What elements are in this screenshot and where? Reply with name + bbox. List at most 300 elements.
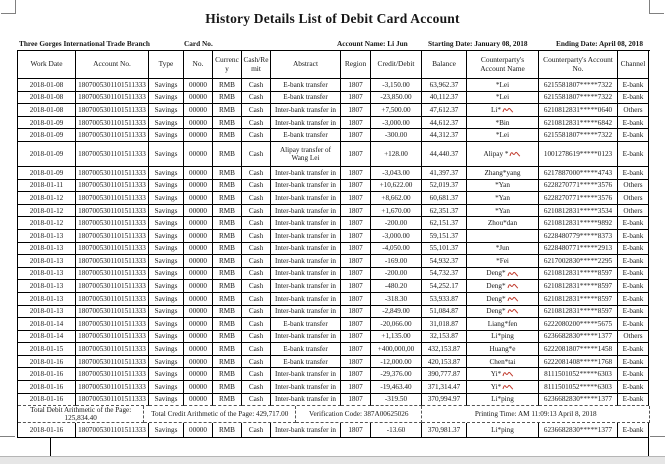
table-cell: 2018-01-14 xyxy=(18,318,76,331)
table-cell: 00000 xyxy=(184,306,213,319)
table-row xyxy=(18,217,650,230)
table-cell: Cash xyxy=(242,394,271,407)
table-row xyxy=(18,268,650,281)
table-cell: RMB xyxy=(213,381,242,394)
red-scribble-icon xyxy=(507,295,519,303)
table-body xyxy=(18,79,650,438)
table-row xyxy=(18,318,650,331)
table-cell: 1807 xyxy=(341,293,371,306)
table-row xyxy=(18,180,650,193)
table-cell: Savings xyxy=(149,331,184,344)
table-row xyxy=(18,280,650,293)
table-cell: 1807 xyxy=(341,318,371,331)
table-cell: Cash xyxy=(242,142,271,167)
table-cell: 2018-01-11 xyxy=(18,180,76,193)
column-header: Credit/Debit xyxy=(371,51,422,79)
table-cell: Others xyxy=(618,331,649,344)
counterparty-name-cell: Deng* xyxy=(467,306,539,319)
table-cell: 32,153.87 xyxy=(422,331,467,344)
table-cell: Savings xyxy=(149,255,184,268)
table-cell: Cash xyxy=(242,293,271,306)
table-cell: E-bank xyxy=(618,268,649,281)
counterparty-name-cell: Yi* xyxy=(467,381,539,394)
table-cell: 1807005301101511333 xyxy=(76,104,149,117)
table-row xyxy=(18,129,650,142)
table-cell: RMB xyxy=(213,92,242,105)
table-cell: 44,612.37 xyxy=(422,117,467,130)
column-header: Work Date xyxy=(18,51,76,79)
table-cell: Inter-bank transfer in xyxy=(271,280,341,293)
table-cell: 1807 xyxy=(341,343,371,356)
table-cell: Savings xyxy=(149,192,184,205)
table-cell: 1807 xyxy=(341,356,371,369)
table-cell: Savings xyxy=(149,230,184,243)
table-cell: Cash xyxy=(242,343,271,356)
table-cell: RMB xyxy=(213,394,242,407)
table-cell: RMB xyxy=(213,142,242,167)
table-cell: 371,314.47 xyxy=(422,381,467,394)
table-cell: 6210812831*****8597 xyxy=(539,268,618,281)
table-cell: RMB xyxy=(213,318,242,331)
table-cell: 00000 xyxy=(184,331,213,344)
column-header: Counterparty's Account Name xyxy=(467,51,539,79)
table-cell: RMB xyxy=(213,117,242,130)
table-cell: E-bank xyxy=(618,142,649,167)
counterparty-name-cell: Zhang*yang xyxy=(467,167,539,180)
table-cell: 00000 xyxy=(184,142,213,167)
table-cell: E-bank transfer xyxy=(271,343,341,356)
counterparty-name-cell: Li*ping xyxy=(467,423,539,438)
table-cell: 54,252.17 xyxy=(422,280,467,293)
column-header: Balance xyxy=(422,51,467,79)
table-cell: -3,000.00 xyxy=(371,117,422,130)
table-cell: 52,019.37 xyxy=(422,180,467,193)
table-row xyxy=(18,104,650,117)
table-cell: RMB xyxy=(213,243,242,256)
starting-date-label: Starting Date: January 08, 2018 xyxy=(428,39,528,48)
table-row xyxy=(18,343,650,356)
table-cell: 1001278619*****0123 xyxy=(539,142,618,167)
counterparty-name-cell: *Yan xyxy=(467,192,539,205)
table-cell: -3,043.00 xyxy=(371,167,422,180)
table-cell: RMB xyxy=(213,343,242,356)
table-cell: 00000 xyxy=(184,343,213,356)
table-cell: Inter-bank transfer in xyxy=(271,117,341,130)
table-cell: 1807 xyxy=(341,306,371,319)
table-cell: 00000 xyxy=(184,318,213,331)
table-cell: 2018-01-09 xyxy=(18,142,76,167)
table-cell: 8111501052*****6303 xyxy=(539,381,618,394)
table-cell: RMB xyxy=(213,129,242,142)
page-total-cell: Verification Code: 387A00625026 xyxy=(296,406,422,423)
table-row xyxy=(18,331,650,344)
table-cell: 00000 xyxy=(184,423,213,438)
table-cell: 1807005301101511333 xyxy=(76,217,149,230)
table-cell: E-bank xyxy=(618,79,649,92)
table-cell: E-bank xyxy=(618,423,649,438)
table-cell: RMB xyxy=(213,205,242,218)
table-cell: Cash xyxy=(242,92,271,105)
table-cell: Savings xyxy=(149,343,184,356)
table-cell: 1807005301101511333 xyxy=(76,243,149,256)
table-cell: Cash xyxy=(242,205,271,218)
table-cell: Savings xyxy=(149,142,184,167)
table-cell: E-bank xyxy=(618,217,649,230)
table-cell: Savings xyxy=(149,117,184,130)
table-cell: Inter-bank transfer in xyxy=(271,255,341,268)
table-cell: 44,312.37 xyxy=(422,129,467,142)
red-scribble-icon xyxy=(502,370,514,378)
table-cell: E-bank transfer xyxy=(271,356,341,369)
table-cell: Cash xyxy=(242,356,271,369)
table-cell: 6210812831*****3534 xyxy=(539,205,618,218)
counterparty-name-cell: *Jun xyxy=(467,243,539,256)
table-continuation-line-right xyxy=(648,437,649,457)
table-cell: Cash xyxy=(242,167,271,180)
table-cell: E-bank xyxy=(618,394,649,407)
table-cell: 6210812831*****8597 xyxy=(539,293,618,306)
table-header-row xyxy=(18,51,650,79)
table-cell: 1807005301101511333 xyxy=(76,423,149,438)
table-cell: Savings xyxy=(149,356,184,369)
table-cell: RMB xyxy=(213,306,242,319)
counterparty-name-cell: *Fei xyxy=(467,255,539,268)
table-footer-row xyxy=(18,423,650,438)
table-cell: 00000 xyxy=(184,217,213,230)
table-row xyxy=(18,394,650,407)
table-cell: 62,351.37 xyxy=(422,205,467,218)
table-cell: 00000 xyxy=(184,129,213,142)
table-cell: Savings xyxy=(149,280,184,293)
table-cell: Cash xyxy=(242,255,271,268)
table-cell: E-bank xyxy=(618,129,649,142)
table-cell: Cash xyxy=(242,280,271,293)
table-cell: 53,933.87 xyxy=(422,293,467,306)
table-cell: -19,463.40 xyxy=(371,381,422,394)
table-cell: RMB xyxy=(213,423,242,438)
table-row xyxy=(18,117,650,130)
table-cell: 6222081408*****1768 xyxy=(539,356,618,369)
table-cell: Cash xyxy=(242,129,271,142)
document-meta-line xyxy=(0,39,665,49)
table-cell: 8111501052*****6303 xyxy=(539,368,618,381)
table-cell: 44,440.37 xyxy=(422,142,467,167)
table-cell: 1807 xyxy=(341,117,371,130)
table-cell: 47,612.37 xyxy=(422,104,467,117)
table-cell: -200.00 xyxy=(371,268,422,281)
table-cell: Inter-bank transfer in xyxy=(271,381,341,394)
table-cell: 00000 xyxy=(184,117,213,130)
table-cell: 1807005301101511333 xyxy=(76,280,149,293)
table-cell: 1807005301101511333 xyxy=(76,117,149,130)
column-header: Channel xyxy=(618,51,649,79)
counterparty-name-cell: Li*ping xyxy=(467,394,539,407)
table-cell: 00000 xyxy=(184,104,213,117)
table-cell: Savings xyxy=(149,92,184,105)
table-cell: 2018-01-13 xyxy=(18,306,76,319)
table-cell: -12,000.00 xyxy=(371,356,422,369)
table-cell: Inter-bank transfer in xyxy=(271,217,341,230)
red-scribble-icon xyxy=(507,282,519,290)
table-cell: E-bank xyxy=(618,243,649,256)
table-cell: 00000 xyxy=(184,180,213,193)
table-cell: Inter-bank transfer in xyxy=(271,293,341,306)
red-scribble-icon xyxy=(502,383,514,391)
table-cell: 1807005301101511333 xyxy=(76,268,149,281)
table-cell: Savings xyxy=(149,205,184,218)
table-cell: Cash xyxy=(242,318,271,331)
table-cell: 54,732.37 xyxy=(422,268,467,281)
table-cell: Savings xyxy=(149,79,184,92)
red-scribble-icon xyxy=(507,307,519,315)
table-cell: 6210812831*****8597 xyxy=(539,280,618,293)
table-cell: 1807005301101511333 xyxy=(76,306,149,319)
table-cell: 1807 xyxy=(341,167,371,180)
table-cell: 2018-01-13 xyxy=(18,280,76,293)
counterparty-name-cell: *Yan xyxy=(467,180,539,193)
table-cell: Inter-bank transfer in xyxy=(271,205,341,218)
table-cell: 6210812831*****6842 xyxy=(539,117,618,130)
table-cell: 1807 xyxy=(341,129,371,142)
table-cell: 00000 xyxy=(184,255,213,268)
table-cell: 1807005301101511333 xyxy=(76,368,149,381)
table-cell: 6222081807*****1458 xyxy=(539,343,618,356)
table-cell: 00000 xyxy=(184,381,213,394)
table-cell: Savings xyxy=(149,167,184,180)
table-cell: E-bank xyxy=(618,293,649,306)
table-cell: 390,777.87 xyxy=(422,368,467,381)
table-cell: 1807005301101511333 xyxy=(76,205,149,218)
table-cell: Savings xyxy=(149,394,184,407)
table-cell: 2018-01-08 xyxy=(18,92,76,105)
table-cell: +128.00 xyxy=(371,142,422,167)
table-row xyxy=(18,293,650,306)
table-cell: Cash xyxy=(242,79,271,92)
table-cell: -3,000.00 xyxy=(371,230,422,243)
table-cell: 1807 xyxy=(341,217,371,230)
table-cell: RMB xyxy=(213,217,242,230)
table-cell: Savings xyxy=(149,268,184,281)
table-cell: 2018-01-09 xyxy=(18,117,76,130)
table-cell: E-bank xyxy=(618,280,649,293)
table-cell: 2018-01-12 xyxy=(18,217,76,230)
table-cell: E-bank xyxy=(618,306,649,319)
table-cell: Cash xyxy=(242,104,271,117)
table-cell: Savings xyxy=(149,318,184,331)
table-cell: E-bank xyxy=(618,368,649,381)
table-cell: RMB xyxy=(213,368,242,381)
table-cell: 1807 xyxy=(341,394,371,407)
table-cell: Savings xyxy=(149,217,184,230)
table-cell: 51,084.87 xyxy=(422,306,467,319)
table-cell: Savings xyxy=(149,243,184,256)
table-continuation-line-left xyxy=(50,437,51,457)
table-cell: 1807 xyxy=(341,205,371,218)
table-cell: 1807005301101511333 xyxy=(76,79,149,92)
counterparty-name-cell: Yi* xyxy=(467,368,539,381)
table-cell: E-bank xyxy=(618,381,649,394)
table-cell: +400,000,00 xyxy=(371,343,422,356)
table-cell: 1807 xyxy=(341,331,371,344)
table-cell: Savings xyxy=(149,180,184,193)
table-cell: Cash xyxy=(242,243,271,256)
page-total-cell: Printing Time: AM 11:09:13 April 8, 2018 xyxy=(422,406,650,423)
counterparty-name-cell: Zhou*dan xyxy=(467,217,539,230)
table-cell: Inter-bank transfer in xyxy=(271,167,341,180)
table-cell: 1807 xyxy=(341,243,371,256)
table-cell: -200.00 xyxy=(371,217,422,230)
table-cell: 1807005301101511333 xyxy=(76,167,149,180)
table-cell: -13.60 xyxy=(371,423,422,438)
table-cell: 6217002830*****2295 xyxy=(539,255,618,268)
table-cell: Inter-bank transfer in xyxy=(271,423,341,438)
table-cell: Cash xyxy=(242,368,271,381)
table-cell: +10,622.00 xyxy=(371,180,422,193)
table-row xyxy=(18,306,650,319)
counterparty-name-cell: *Lei xyxy=(467,92,539,105)
transactions-table xyxy=(17,50,650,438)
table-cell: 1807 xyxy=(341,268,371,281)
table-cell: -23,850.00 xyxy=(371,92,422,105)
table-cell: 00000 xyxy=(184,79,213,92)
table-cell: -300.00 xyxy=(371,129,422,142)
table-cell: Inter-bank transfer in xyxy=(271,243,341,256)
table-cell: E-bank transfer xyxy=(271,92,341,105)
table-cell: 432,153.87 xyxy=(422,343,467,356)
counterparty-name-cell: Huang*e xyxy=(467,343,539,356)
table-cell: 6210812831*****0640 xyxy=(539,104,618,117)
table-cell: 6210812831*****9892 xyxy=(539,217,618,230)
table-cell: 1807 xyxy=(341,255,371,268)
table-cell: Savings xyxy=(149,129,184,142)
page-bottom-gap xyxy=(0,456,665,464)
table-cell: 1807 xyxy=(341,280,371,293)
counterparty-name-cell: Li* xyxy=(467,104,539,117)
table-cell: 1807005301101511333 xyxy=(76,293,149,306)
table-cell: E-bank transfer xyxy=(271,79,341,92)
table-cell: E-bank transfer xyxy=(271,318,341,331)
table-cell: RMB xyxy=(213,280,242,293)
account-name-label: Account Name: Li Jun xyxy=(337,39,408,48)
table-cell: 2018-01-14 xyxy=(18,331,76,344)
table-cell: 00000 xyxy=(184,192,213,205)
page-corner-mark-bottom-left xyxy=(0,436,15,437)
table-cell: Cash xyxy=(242,117,271,130)
table-cell: 1807005301101511333 xyxy=(76,356,149,369)
table-cell: -319.50 xyxy=(371,394,422,407)
table-cell: 00000 xyxy=(184,205,213,218)
table-cell: Cash xyxy=(242,217,271,230)
table-cell: 1807 xyxy=(341,79,371,92)
table-cell: Inter-bank transfer in xyxy=(271,104,341,117)
table-cell: -4,050.00 xyxy=(371,243,422,256)
table-cell: 55,101.37 xyxy=(422,243,467,256)
red-scribble-icon xyxy=(502,106,514,114)
table-cell: 2018-01-08 xyxy=(18,104,76,117)
counterparty-name-cell: *Bin xyxy=(467,117,539,130)
table-cell: 00000 xyxy=(184,167,213,180)
column-header: No. xyxy=(184,51,213,79)
column-header: Type xyxy=(149,51,184,79)
table-cell: -2,849.00 xyxy=(371,306,422,319)
column-header: Cash/Remit xyxy=(242,51,271,79)
table-cell: 1807 xyxy=(341,142,371,167)
table-cell: Inter-bank transfer in xyxy=(271,394,341,407)
table-cell: 1807005301101511333 xyxy=(76,318,149,331)
table-cell: 1807005301101511333 xyxy=(76,230,149,243)
table-cell: 2018-01-13 xyxy=(18,230,76,243)
table-cell: Inter-bank transfer in xyxy=(271,268,341,281)
table-cell: Cash xyxy=(242,306,271,319)
table-cell: 6222080200*****5675 xyxy=(539,318,618,331)
table-cell: 31,018.87 xyxy=(422,318,467,331)
table-row xyxy=(18,381,650,394)
table-cell: Cash xyxy=(242,423,271,438)
table-cell: E-bank xyxy=(618,230,649,243)
table-cell: E-bank xyxy=(618,318,649,331)
table-cell: 6236682830*****1377 xyxy=(539,394,618,407)
table-cell: 370,994.97 xyxy=(422,394,467,407)
table-cell: 2018-01-13 xyxy=(18,293,76,306)
table-cell: 1807 xyxy=(341,92,371,105)
table-cell: Others xyxy=(618,180,649,193)
table-cell: 60,681.37 xyxy=(422,192,467,205)
table-cell: 00000 xyxy=(184,230,213,243)
table-row xyxy=(18,205,650,218)
table-cell: RMB xyxy=(213,167,242,180)
table-cell: Cash xyxy=(242,230,271,243)
table-cell: 00000 xyxy=(184,280,213,293)
counterparty-name-cell: Li*ping xyxy=(467,331,539,344)
table-cell: 1807005301101511333 xyxy=(76,381,149,394)
table-cell: 00000 xyxy=(184,243,213,256)
counterparty-name-cell: Liang*fen xyxy=(467,318,539,331)
column-header: Abstract xyxy=(271,51,341,79)
table-cell: E-bank xyxy=(618,343,649,356)
table-cell: Cash xyxy=(242,268,271,281)
table-cell: Others xyxy=(618,192,649,205)
table-cell: 1807 xyxy=(341,381,371,394)
table-row xyxy=(18,230,650,243)
table-cell: 1807 xyxy=(341,180,371,193)
branch-name: Three Gorges International Trade Branch xyxy=(19,39,150,48)
table-cell: 00000 xyxy=(184,394,213,407)
table-cell: 2018-01-16 xyxy=(18,356,76,369)
table-cell: 6236682830*****1377 xyxy=(539,331,618,344)
table-cell: -169.00 xyxy=(371,255,422,268)
table-cell: Inter-bank transfer in xyxy=(271,230,341,243)
table-cell: 2018-01-13 xyxy=(18,268,76,281)
table-row xyxy=(18,192,650,205)
table-cell: E-bank xyxy=(618,356,649,369)
table-row xyxy=(18,356,650,369)
page-total-cell: Total Debit Arithmetic of the Page: 125,834.40 xyxy=(18,406,144,423)
table-cell: E-bank xyxy=(618,167,649,180)
table-cell: Cash xyxy=(242,331,271,344)
table-row xyxy=(18,142,650,167)
table-cell: RMB xyxy=(213,180,242,193)
table-cell: RMB xyxy=(213,192,242,205)
table-cell: 6210812831*****8597 xyxy=(539,306,618,319)
ending-date-label: Ending Date: April 08, 2018 xyxy=(556,39,643,48)
table-cell: Savings xyxy=(149,104,184,117)
table-cell: 00000 xyxy=(184,356,213,369)
table-cell: 1807005301101511333 xyxy=(76,394,149,407)
table-cell: -318.30 xyxy=(371,293,422,306)
table-cell: Cash xyxy=(242,381,271,394)
table-cell: RMB xyxy=(213,268,242,281)
table-cell: E-bank xyxy=(618,255,649,268)
